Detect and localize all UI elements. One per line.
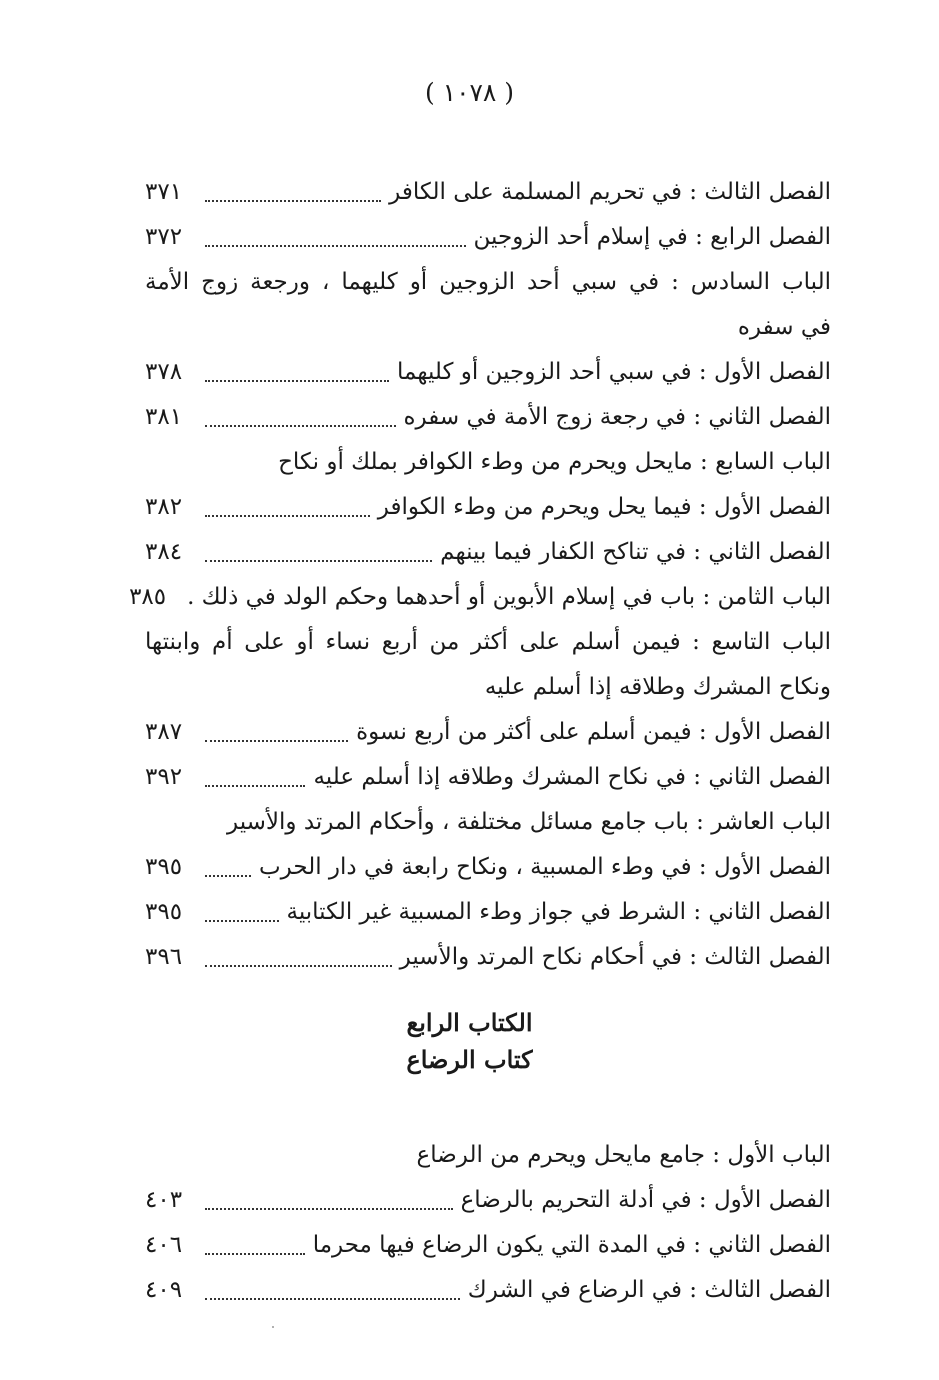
toc-entry-page: ٤٠٣ (145, 1187, 183, 1213)
toc-chapter-title-cont: ونكاح المشرك وطلاقه إذا أسلم عليه (484, 674, 831, 700)
toc-chapter-6-continuation (145, 305, 831, 350)
toc-entry-title: الفصل الثاني : في نكاح المشرك وطلاقه إذا أسلم عليه (313, 764, 831, 790)
toc-entry-13 (145, 755, 831, 800)
toc-entry-page: ٣٨٧ (145, 719, 183, 745)
toc-entry-1 (145, 215, 831, 260)
dot-leader (205, 1208, 453, 1210)
page-number: ( ١٠٧٨ ) (424, 78, 515, 107)
dot-leader (205, 965, 392, 967)
book-heading: الكتاب الرابع (406, 1008, 533, 1037)
toc-chapter-title: الباب السابع : مايحل ويحرم من وطء الكوافر بملك أو نكاح (278, 449, 831, 475)
toc-entry-page: ٣٨٤ (145, 539, 183, 565)
toc-entry-page: ٣٨٢ (145, 494, 183, 520)
dot-leader (205, 200, 381, 202)
toc-entry-page: ٣٩٥ (145, 854, 183, 880)
toc-chapter-7 (145, 440, 831, 485)
dot-leader (205, 1298, 460, 1300)
toc-chapter-9-continuation (145, 665, 831, 710)
toc-entry-8 (145, 530, 831, 575)
toc-chapter-title: الباب الأول : جامع مايحل ويحرم من الرضاع (416, 1142, 831, 1168)
toc-entry-12 (145, 710, 831, 755)
toc-chapter-9 (145, 620, 831, 665)
dot-leader (205, 560, 432, 562)
toc-entry-title: الفصل الأول : فيما يحل ويحرم من وطء الكوافر (377, 494, 831, 520)
toc-chapter-title: الباب الثامن : باب في إسلام الأبوين أو أحدهما وحكم الولد في ذلك . (187, 584, 831, 610)
toc-entry-7 (145, 485, 831, 530)
toc-entry-page: ٣٧١ (145, 179, 183, 205)
toc-chapter-10 (145, 800, 831, 845)
toc-chapter-6 (145, 260, 831, 305)
toc-entry-page: ٣٩٥ (145, 899, 183, 925)
toc-entry-5 (145, 395, 831, 440)
toc-entry-page: ٣٨٥ (129, 584, 167, 610)
toc-entry-title: الفصل الأول : في أدلة التحريم بالرضاع (460, 1187, 831, 1213)
toc-entry-title: الفصل الرابع : في إسلام أحد الزوجين (473, 224, 831, 250)
toc-chapter-1 (145, 1133, 831, 1178)
toc-entry-16 (145, 890, 831, 935)
toc-list-top (129, 170, 831, 980)
dot-leader (205, 245, 466, 247)
toc-entry-title: الفصل الثاني : في تناكح الكفار فيما بينهم (440, 539, 831, 565)
toc-list-bottom (145, 1133, 831, 1313)
dot-leader (205, 920, 279, 922)
toc-entry-title: الفصل الثالث : في الرضاع في الشرك (467, 1277, 831, 1303)
toc-entry-page: ٣٧٨ (145, 359, 183, 385)
toc-chapter-title: الباب التاسع : فيمن أسلم على أكثر من أربع نساء أو على أم وابنتها (145, 629, 831, 655)
toc-entry-b2 (145, 1223, 831, 1268)
toc-entry-page: ٣٨١ (145, 404, 183, 430)
toc-entry-title: الفصل الثاني : في رجعة زوج الأمة في سفره (403, 404, 831, 430)
toc-entry-page: ٤٠٦ (145, 1232, 183, 1258)
toc-entry-title: الفصل الثاني : في المدة التي يكون الرضاع فيها محرما (312, 1232, 831, 1258)
toc-entry-title: الفصل الأول : في وطء المسبية ، ونكاح رابعة في دار الحرب (259, 854, 831, 880)
toc-chapter-8 (129, 575, 831, 620)
dot-leader (205, 740, 348, 742)
toc-chapter-title: الباب السادس : في سبي أحد الزوجين أو كليهما ، ورجعة زوج الأمة (145, 269, 831, 295)
toc-entry-0 (145, 170, 831, 215)
toc-entry-b3 (145, 1268, 831, 1313)
toc-entry-15 (145, 845, 831, 890)
toc-chapter-title: الباب العاشر : باب جامع مسائل مختلفة ، وأحكام المرتد والأسير (227, 809, 831, 835)
toc-entry-page: ٣٩٦ (145, 944, 183, 970)
dot-leader (205, 380, 389, 382)
toc-entry-title: الفصل الأول : فيمن أسلم على أكثر من أربع نسوة (356, 719, 831, 745)
toc-entry-17 (145, 935, 831, 980)
toc-chapter-title-cont: في سفره (737, 314, 831, 340)
dot-leader (205, 1253, 305, 1255)
toc-entry-title: الفصل الثاني : الشرط في جواز وطء المسبية غير الكتابية (286, 899, 831, 925)
toc-entry-page: ٤٠٩ (145, 1277, 183, 1303)
toc-entry-4 (145, 350, 831, 395)
toc-entry-page: ٣٧٢ (145, 224, 183, 250)
book-title: كتاب الرضاع (406, 1045, 533, 1074)
dot-leader (205, 515, 370, 517)
toc-entry-title: الفصل الثالث : في أحكام نكاح المرتد والأسير (399, 944, 831, 970)
toc-entry-title: الفصل الأول : في سبي أحد الزوجين أو كليهما (397, 359, 831, 385)
toc-entry-b1 (145, 1178, 831, 1223)
toc-entry-title: الفصل الثالث : في تحريم المسلمة على الكافر (389, 179, 831, 205)
toc-entry-page: ٣٩٢ (145, 764, 183, 790)
dot-leader (205, 875, 251, 877)
dot-leader (205, 785, 305, 787)
page-speck (272, 1326, 274, 1328)
dot-leader (205, 425, 396, 427)
